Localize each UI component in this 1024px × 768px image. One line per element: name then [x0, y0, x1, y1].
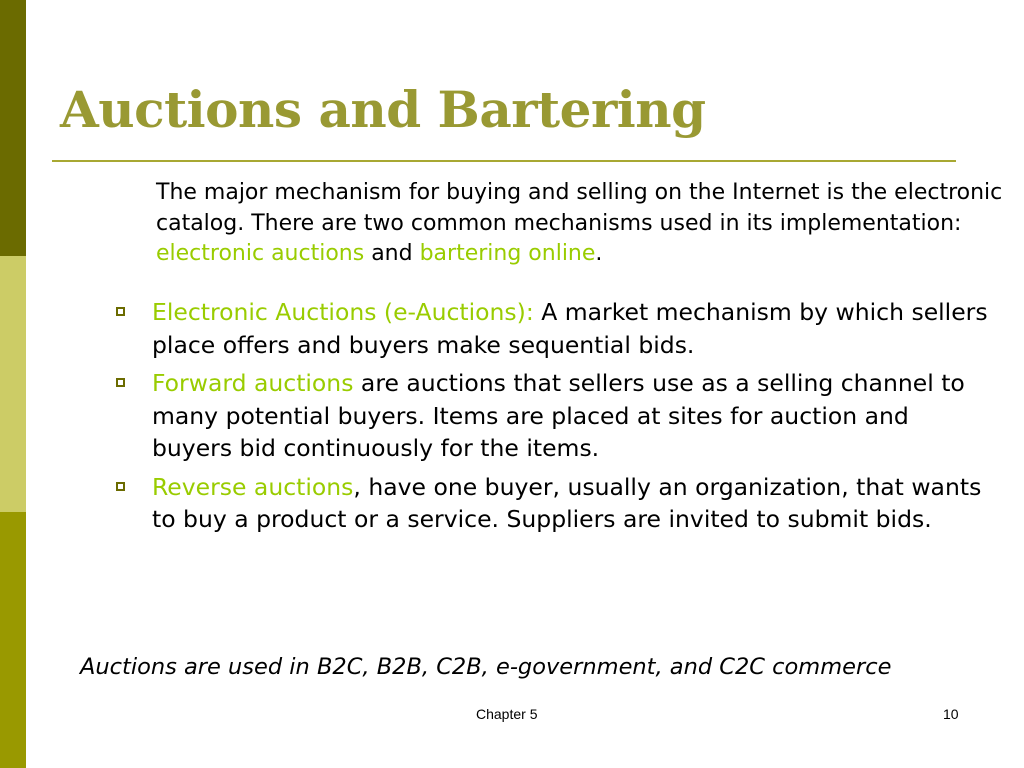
intro-period: . [595, 241, 603, 266]
title-divider [52, 160, 956, 162]
sidebar-stripe-bottom [0, 512, 26, 768]
bullet-item-electronic-auctions [112, 296, 992, 361]
intro-paragraph [156, 178, 1006, 270]
intro-text-and: and [364, 241, 420, 266]
bullet-item-reverse-auctions [112, 471, 992, 536]
footer-note: Auctions are used in B2C, B2B, C2B, e-government, and C2C commerce [80, 654, 892, 680]
sidebar-stripe-middle [0, 256, 26, 512]
slide-title: Auctions and Bartering [60, 80, 706, 139]
square-bullet-icon [116, 378, 125, 387]
chapter-label: Chapter 5 [476, 706, 538, 722]
intro-text: The major mechanism for buying and selling on the Internet is the electronic catalog. There are two common mechanisms used in its implementation: [156, 180, 1003, 236]
bullet-text: are auctions that sellers use as a selling channel to many potential buyers. Items are placed at sites for auction and buyers bid continuously for the items. [152, 369, 965, 462]
bullet-term: Forward auctions [152, 369, 354, 397]
bullet-text: , have one buyer, usually an organization, that wants to buy a product or a service. Suppliers are invited to submit bids. [152, 472, 982, 533]
square-bullet-icon [116, 482, 125, 491]
bullet-text: A market mechanism by which sellers place offers and buyers make sequential bids. [152, 298, 988, 359]
bullet-term: Electronic Auctions (e-Auctions): [152, 298, 534, 326]
square-bullet-icon [116, 307, 125, 316]
bullet-item-forward-auctions [112, 367, 992, 465]
sidebar-stripe-top [0, 0, 26, 256]
page-number: 10 [943, 706, 959, 722]
intro-highlight-electronic-auctions: electronic auctions [156, 241, 365, 266]
bullet-list [112, 296, 992, 542]
bullet-term: Reverse auctions [152, 472, 354, 501]
intro-highlight-bartering-online: bartering online [419, 241, 596, 266]
